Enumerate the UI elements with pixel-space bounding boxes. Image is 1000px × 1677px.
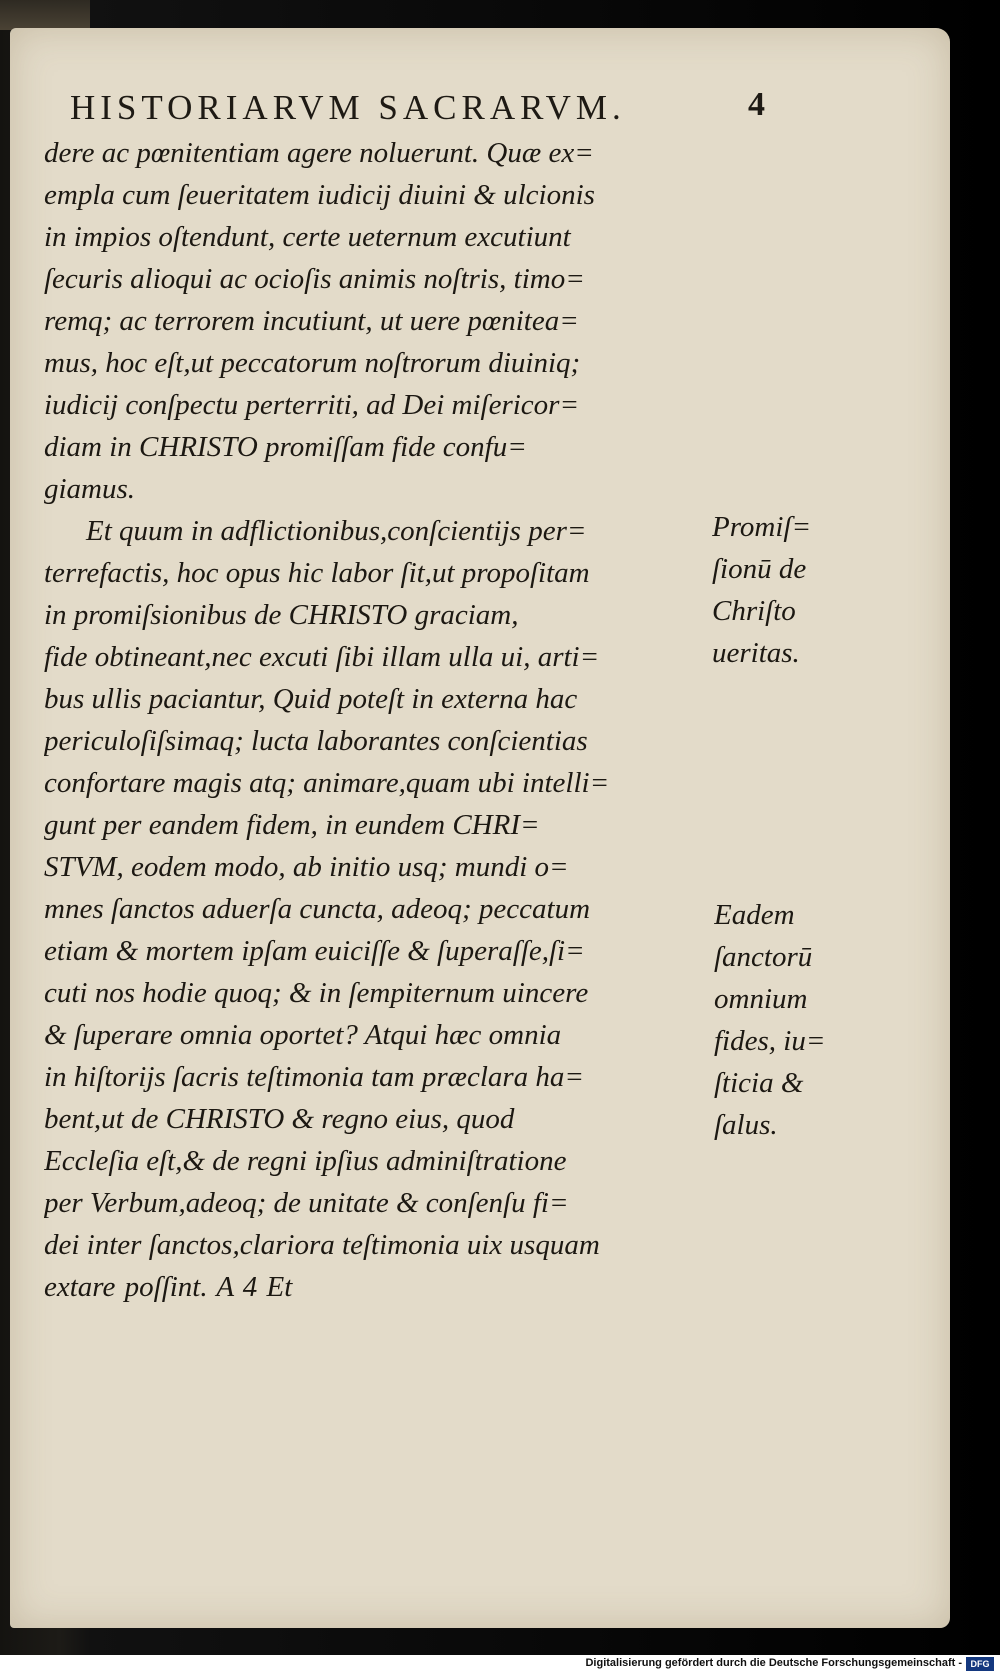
- marginal-line: Promiſ=: [712, 511, 812, 543]
- text-line: fide obtineant,nec excuti ſibi illam ulla ui, arti=: [44, 641, 600, 673]
- main-text-block: [44, 132, 709, 1308]
- text-line: empla cum ſeueritatem iudicij diuini & ulcionis: [44, 179, 595, 211]
- marginal-line: fides, iu=: [714, 1025, 826, 1057]
- text-line: terrefactis, hoc opus hic labor ſit,ut propoſitam: [44, 557, 590, 589]
- text-line: iudicij conſpectu perterriti, ad Dei miſericor=: [44, 389, 580, 421]
- marginal-note-faith: [714, 894, 825, 1146]
- text-line: etiam & mortem ipſam euiciſſe & ſuperaſſe,ſi=: [44, 935, 585, 967]
- text-line: periculoſiſsimaq; lucta laborantes conſcientias: [44, 725, 588, 757]
- text-line: per Verbum,adeoq; de unitate & conſenſu fi=: [44, 1187, 569, 1219]
- text-line: in hiſtorijs ſacris teſtimonia tam præclara ha=: [44, 1061, 584, 1093]
- text-line: dere ac pœnitentiam agere noluerunt. Quæ ex=: [44, 137, 594, 169]
- text-line: dei inter ſanctos,clariora teſtimonia uix usquam: [44, 1229, 600, 1261]
- text-line: diam in CHRISTO promiſſam fide confu=: [44, 431, 527, 463]
- text-line: & ſuperare omnia oportet? Atqui hæc omnia: [44, 1019, 562, 1051]
- text-line: bent,ut de CHRISTO & regno eius, quod: [44, 1103, 515, 1135]
- text-line: giamus.: [44, 473, 136, 505]
- text-line: STVM, eodem modo, ab initio usq; mundi o=: [44, 851, 569, 883]
- text-line: in promiſsionibus de CHRISTO graciam,: [44, 599, 519, 631]
- marginal-line: Eadem: [714, 899, 795, 931]
- text-line-with-signature-mark: extare poſſint. A 4 Et: [44, 1271, 293, 1303]
- text-line: remq; ac terrorem incutiunt, ut uere pœnitea=: [44, 305, 579, 337]
- text-line: Eccleſia eſt,& de regni ipſius adminiſtratione: [44, 1145, 567, 1177]
- folio-number: 4: [748, 86, 765, 123]
- text-line: ſecuris alioqui ac ocioſis animis noſtris, timo=: [44, 263, 585, 295]
- paragraph-start-line: Et quum in adflictionibus,conſcientijs per=: [86, 515, 587, 547]
- text-line: mus, hoc eſt,ut peccatorum noſtrorum diuiniq;: [44, 347, 581, 379]
- running-title: HISTORIARVM SACRARVM.: [70, 88, 626, 127]
- marginal-line: ſalus.: [714, 1109, 778, 1141]
- marginal-line: omnium: [714, 983, 808, 1015]
- text-line: mnes ſanctos aduerſa cuncta, adeoq; peccatum: [44, 893, 591, 925]
- text-line: gunt per eandem fidem, in eundem CHRI=: [44, 809, 540, 841]
- book-spine-edge: [0, 0, 90, 30]
- funding-credit: Digitalisierung gefördert durch die Deutsche Forschungsgemeinschaft -: [585, 1657, 962, 1669]
- marginal-note-promises: [712, 506, 811, 674]
- text-line: cuti nos hodie quoq; & in ſempiternum uincere: [44, 977, 589, 1009]
- marginal-line: ſionū de: [712, 553, 807, 585]
- marginal-line: ſanctorū: [714, 941, 813, 973]
- text-line: in impios oſtendunt, certe ueternum excutiunt: [44, 221, 571, 253]
- marginal-line: ſticia &: [714, 1067, 804, 1099]
- marginal-line: ueritas.: [712, 637, 800, 669]
- text-line: confortare magis atq; animare,quam ubi intelli=: [44, 767, 610, 799]
- dfg-logo: DFG: [966, 1657, 994, 1671]
- marginal-line: Chriſto: [712, 595, 796, 627]
- text-line: bus ullis paciantur, Quid poteſt in externa hac: [44, 683, 578, 715]
